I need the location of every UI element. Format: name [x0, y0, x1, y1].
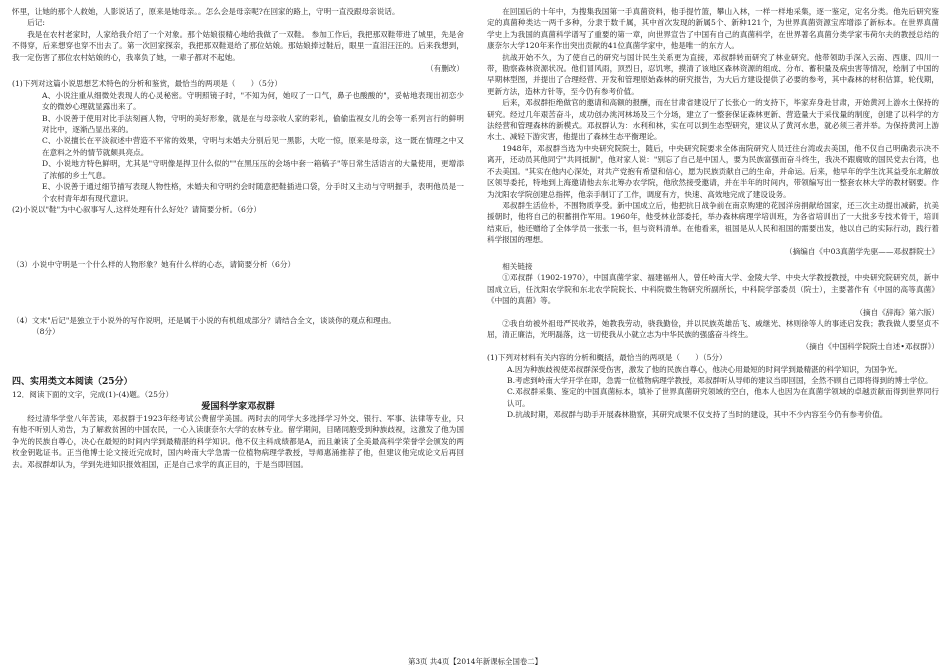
question-1-stem: (1)下列对材料有关内容的分析和概括，最恰当的两项是（ ）（5分） — [487, 353, 727, 363]
option-a: A、小说注重从细微处表现人的心灵秘密。守明照镜子时，"不知为何，她叹了一口气，鼻子也酸酸的"，妥帖地表现出初恋少女的微妙心理就显露出来了。 — [42, 90, 464, 112]
article-title: 爱国科学家邓叔群 — [201, 400, 275, 412]
source-note: （有删改） — [426, 64, 464, 74]
related-link-title: 相关链接 — [502, 261, 533, 271]
option-b: B.考虑到岭南大学开学在即，急需一位植物病理学教授，邓叔群听从导师的建议当即回国，全然不顾自己即将得到的博士学位。 — [507, 376, 933, 385]
option-e: E、小说善于通过细节描写表现人物性格，未婚夫和守明约会时随意把鞋插进口袋，分手时又主动与守明握手，表明他员是一个农村青年却有现代意识。 — [42, 182, 464, 203]
question-3: （3）小说中守明是一个什么样的人物形象？她有什么样的心态，请简要分析（6分） — [12, 260, 296, 270]
option-a: A.因为种族歧视使邓叔群深受伤害，激发了他的民族自尊心，他决心用最短的时间学到最精湛的科学知识，为国争光。 — [507, 364, 903, 374]
option-c: C、小说擅长在平淡叙述中营造不平常的效果，守明与未婚夫分别后见一黑影，大吃一惊，原来是母亲，这一既在情理之中又在意料之外的情节就颇具亮点。 — [42, 136, 464, 157]
question-4-points: （8分） — [32, 327, 60, 337]
related-link-2: ②我自幼被外祖母严民收养，她教我劳动，骁我勤俭，并以民族英雄岳飞、戚继光、林则徐等人的事迹启发我；教我做人要坚贞不屈，清正廉洁，光明磊落，这一切使我从小就立志为中华民族的强盛奋斗终生。 — [487, 318, 939, 340]
article-paragraph: 邓叔群生活俭朴，不围物质享受。新中国成立后，他把抗日战争前在南京购建的花园洋房捐献给国家，还三次主动提出减薪，抗美援朝时，他将自己的积蓄捐作军用。1960年，他受林业部委托，举办森林病理学培训班，为各省培训出了一大批多专技术骨干，培训结束后，他还赠给了全体学员一张张一书，但与资料清单。在他看来，祖国是从人民和祖国的需要出发，他以自己的实际行动，践行着科学报国的理想。 — [487, 200, 939, 245]
section-heading: 四、实用类文本阅读（25分） — [12, 376, 133, 387]
option-b: B、小说善于使用对比手法刻画人物，守明的美好形象，就是在与母亲收人家的彩礼，偷偷监视女儿的会等一系列言行的鲜明对比中，逐渐凸显出来的。 — [42, 113, 464, 135]
source-note: （摘编自《中03真菌学先驱——邓叔群院士》 — [785, 246, 939, 256]
question-1-stem: (1)下列对这篇小说思想艺术特色的分析和鉴赏，最恰当的两项是（ ）（5分） — [12, 79, 282, 89]
article-paragraph: 抗战开始不久，为了使自己的研究与国计民生关系更为直接，邓叔群转而研究了林业研究。他带领助手深入云南、西康、四川一带，勘察森林资源状况。他们冒风雨，顶烈日，忍饥寒，摸清了该地区森林资源的组成、分布、蓄积量及病虫害等情况，绘制了中国的早期林型图，并提出了合理经营、开发和管理原始森林的研究报告，为大后方建设提供了必要的参考，其中森林的材积估算，轮伐期，更新方法，造林方针等，至今仍有参考价值。 — [487, 52, 939, 96]
article-paragraph: 后来，邓叔群拒绝做官的邀请和高额的报酬，而在甘肃省建设厅了长张心一的支持下，毕家弃身赴甘肃，开始黄河上游水土保持的研究。经过几年艰苦奋斗，成功创办洮河林场及三个分场，建立了一整套保证森林更新、营造量大于采伐量的制度，创建了以科学的方法经营和管理森林的新模式。邓叔群认为：水利和林，实在可以到生态型研究，建议从了黄河水患，就必须三者并举。为保持黄河上游水土、减轻下游灾害，他提出了森林生态平衡理论。 — [487, 98, 939, 142]
afterword-text: 我是在农村老家时，人家给我介绍了一个对象。那个姑娘很精心地给我做了一双鞋。 参加工作后，我把那双鞋带进了城里，先是舍不得穿，后来想穿也穿不出去了。第一次回家探亲，我把那双鞋退给了那位姑娘。那姑娘捧过鞋后，眼里一直泪汪汪的。后来我想到，我一定伤害了那位农村姑娘的心，我辜负了她，一辈子都对不起她。 — [12, 29, 464, 62]
article-paragraph: 经过清华学堂八年苦读，邓叔群于1923年经考试公费留学美国。两时去的同学大多选择学习外交、银行、军事、法律等专业，只有他不听别人劝告，为了解救贫困的中国农民，一心入读康奈尔大学的农林专业。留学期间，目睹同胞受到种族歧视，这激发了他为国争光的民族自尊心，决心在最短的时间内学到最精湛的科学知识。他不仅主科成绩都是A，而且兼读了全美最高科学荣誉学会颁发的两枚金钥匙证书。正当他博士论文接近完成时，国内岭南大学急需一位植物病理学教授，导师惠涌推荐了他，但建议他完成论文后再回去。邓叔群却认为，学到先进知识报效祖国，正是自己求学的真正目的，于是当即回国。 — [12, 413, 464, 469]
right-column — [487, 6, 939, 421]
left-column — [12, 6, 464, 470]
option-d: D.抗战时期，邓叔群与助手开展森林勘察，其研究成果不仅支持了当时的建设，其中不少内容至今仍有参考价值。 — [507, 410, 888, 420]
question-12: 12．阅读下面的文字，完成(1)-(4)题。（25分） — [12, 389, 174, 399]
option-c: C.邓叔群采集、鉴定的中国真菌标本，填补了世界真菌研究领域的空白，他本人也因为在真菌学领域的卓越贡献而得到世界同行认可。 — [507, 387, 939, 408]
question-2: (2)小说以"鞋"为中心叙事写人,这样处理有什么好处？请简要分析。（6分） — [12, 204, 261, 214]
option-d: D、小说地方特色鲜明，尤其是"守明像是捍卫什么似的""在黑压压的会场中套一箱稿子"等日常生活语言的大量使用，更增添了浓郁的乡土气息。 — [42, 159, 464, 180]
question-4: （4）文末"后记"是独立于小说外的写作说明，还是属于小说的有机组成部分？请结合全文，谈谈你的观点和理由。 — [12, 315, 396, 325]
page-footer: 第3页 共4页【2014年新课标全国卷二】 — [407, 657, 543, 666]
related-link-1: ①邓叔群（1902-1970），中国真菌学家、福建福州人，曾任岭南大学、金陵大学、中央大学教授教授，中央研究院研究员，新中国成立后，任沈阳农学院和东北农学院院长、中科院微生物研究所副所长，中科院学部委员（院士），主要著作有《中国的高等真菌》《中国的真菌》等。 — [487, 273, 939, 306]
source-note: （摘自《辞海》第六版） — [855, 307, 939, 317]
article-paragraph: 在回国后的十年中，为搜集我国第一手真菌资料，他手提竹篮，攀山入林，一样一样地采集，逐一鉴定，定名分类。他先后研究鉴定的真菌种类达一两千多种，分隶于数千属，其中首次发现的新属5个、新种121个，为世界真菌资源宝库增添了新标本。在世界真菌学史上为我国的真菌科学谱写了重要的第一章，向世界宣告了中国有自己的真菌科学，在世界著名真菌分类学家韦荷尔夫的教授总结的康奈尔大学120年来作出突出贡献的41位真菌学家中，他是唯一的东方人。 — [487, 7, 939, 51]
article-paragraph: 1948年，邓叔群当选为中央研究院院士，随后，中央研究院要求全体南院研究人员迁往台湾或去美国，他不仅自己明确表示决不离开，还动员其他同宁"共同抵制"，他对家人说："别忘了自己是中国人，要为民族富强而奋斗终生，我决不跟腐败的国民党去台湾，也不去美国。"其实在他内心深处，对共产党抱有希望和信心，愿为民族贡献自己的生命，并命运。后来，他早年的学生沈其益受东北解放区领导委托，特地到上海邀请他去东北筹办农学院，他欣然接受邀请，并在半年的时间内，带领编写出一整套农林大学的教材钢要。作为沈阳农学院创建总指挥，他亲手制订了工作，调度有方，快速、高效地完成了建设设务。 — [487, 143, 939, 199]
paragraph: 怀里，让她的那个人救她，人影说话了，原来是她母亲。。怎么会是母亲呢?在回家的路上，守明一直没跟母亲说话。 — [12, 7, 400, 16]
source-note: （摘自《中国科学院院士自述•邓叔群》） — [801, 341, 939, 351]
afterword-label: 后记: — [27, 18, 45, 28]
